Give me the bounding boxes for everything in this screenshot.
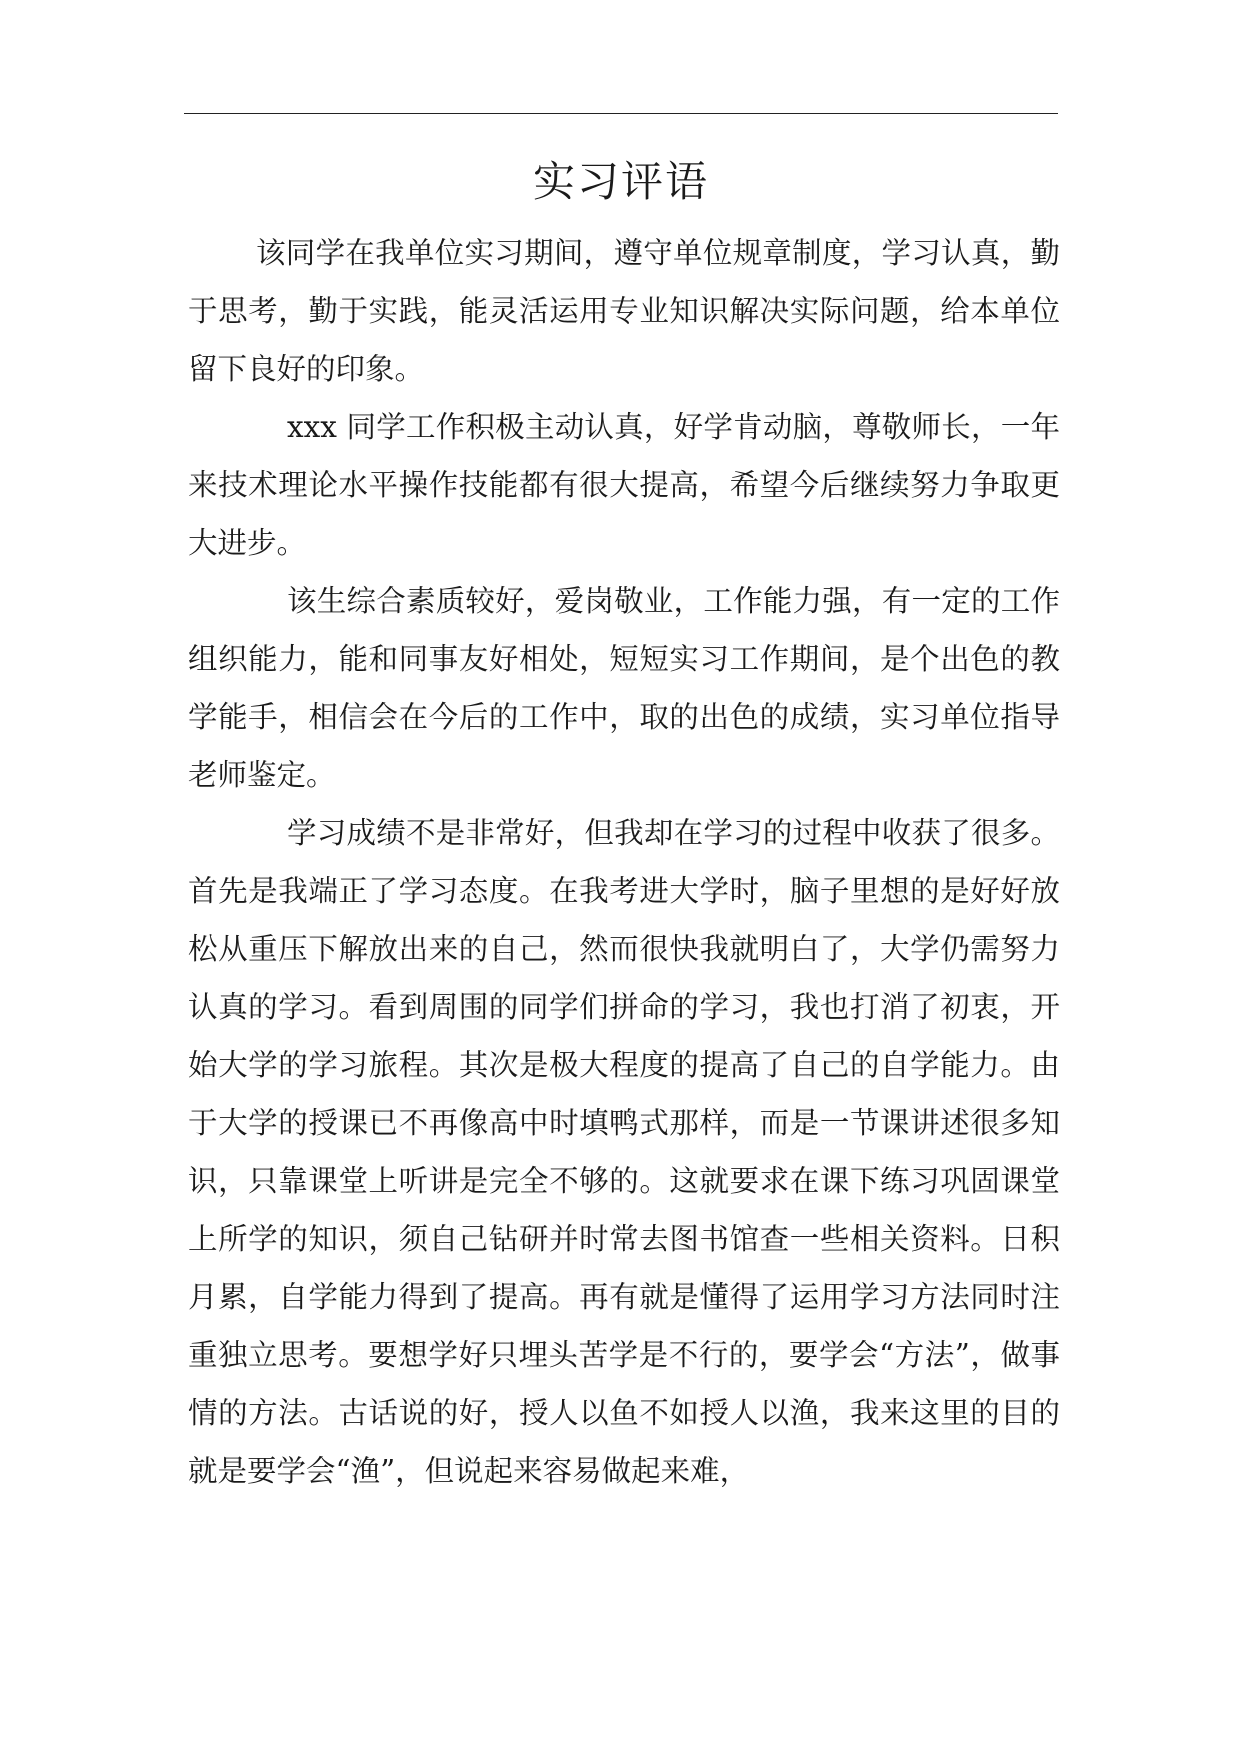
paragraph-1: 该同学在我单位实习期间，遵守单位规章制度，学习认真，勤于思考，勤于实践，能灵活运用专业知识解决实际问题，给本单位留下良好的印象。: [188, 236, 1060, 386]
paragraph-2: xxx 同学工作积极主动认真，好学肯动脑，尊敬师长，一年来技术理论水平操作技能都有很大提高，希望今后继续努力争取更大进步。: [188, 410, 1060, 560]
document-body: [188, 224, 1060, 1500]
paragraph-4: 学习成绩不是非常好，但我却在学习的过程中收获了很多。首先是我端正了学习态度。在我考进大学时，脑子里想的是好好放松从重压下解放出来的自己，然而很快我就明白了，大学仍需努力认真的学习。看到周围的同学们拼命的学习，我也打消了初衷，开始大学的学习旅程。其次是极大程度的提高了自己的自学能力。由于大学的授课已不再像高中时填鸭式那样，而是一节课讲述很多知识，只靠课堂上听讲是完全不够的。这就要求在课下练习巩固课堂上所学的知识，须自己钻研并时常去图书馆查一些相关资料。日积月累，自学能力得到了提高。再有就是懂得了运用学习方法同时注重独立思考。要想学好只埋头苦学是不行的，要学会“方法”，做事情的方法。古话说的好，授人以鱼不如授人以渔，我来这里的目的就是要学会“渔”，但说起来容易做起来难，: [188, 816, 1060, 1488]
header-rule: [184, 113, 1058, 114]
paragraph-3: 该生综合素质较好，爱岗敬业，工作能力强，有一定的工作组织能力，能和同事友好相处，短短实习工作期间，是个出色的教学能手，相信会在今后的工作中，取的出色的成绩，实习单位指导老师鉴定。: [188, 584, 1060, 792]
document-title: 实习评语: [532, 157, 709, 206]
